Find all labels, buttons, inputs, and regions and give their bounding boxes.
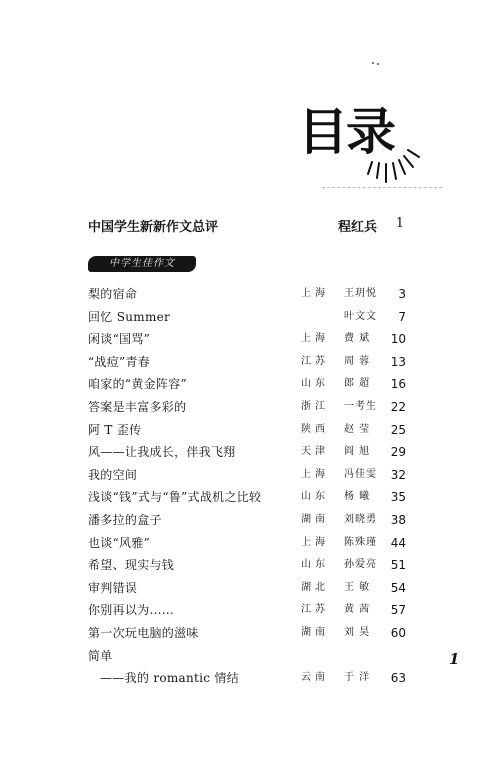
scan-speck <box>372 62 374 64</box>
toc-entry-page: 3 <box>398 287 406 301</box>
toc-entry-region: 湖南 <box>301 626 329 638</box>
toc-entry <box>88 486 406 509</box>
toc-entry-region: 湖北 <box>301 581 329 593</box>
toc-entry-author: 郎 超 <box>344 378 371 390</box>
toc-entry-author: 陈殊瑾 <box>344 536 377 548</box>
toc-entry-page: 7 <box>398 309 406 324</box>
toc-entry-title: 你别再以为…… <box>88 603 175 618</box>
toc-entry-author: 费 斌 <box>344 333 371 345</box>
toc-entry-region: 上海 <box>301 536 329 548</box>
toc-entry-author: 王 敏 <box>344 581 371 593</box>
toc-entry-author: 叶文文 <box>344 310 377 322</box>
page-title: 目录 <box>298 103 394 161</box>
toc-entry-title: 风——让我成长，伴我飞翔 <box>88 445 236 460</box>
toc-entry <box>88 351 406 374</box>
toc-entry-title: 阿 T 歪传 <box>88 422 142 437</box>
section-badge: 中学生佳作文 <box>88 256 196 272</box>
toc-entry-page: 13 <box>390 354 406 369</box>
toc-entry-title: ——我的 romantic 情结 <box>100 671 240 686</box>
toc-entry-title: 闲谈“国骂” <box>88 332 151 347</box>
toc-entry-author: 赵 莹 <box>344 423 371 435</box>
toc-entry-title: 答案是丰富多彩的 <box>88 399 187 414</box>
toc-entry-page: 10 <box>390 332 406 347</box>
toc-entry-region: 湖南 <box>301 513 329 525</box>
toc-entry-author: 王玥悦 <box>344 288 377 299</box>
toc-entry <box>88 577 406 600</box>
toc-entry-title: “战痘”青春 <box>88 354 151 369</box>
toc-entry-region: 江苏 <box>301 355 329 367</box>
toc-entry-author: 刘 昊 <box>344 626 371 638</box>
toc-entry-page: 22 <box>390 399 406 414</box>
toc-entry <box>88 419 406 442</box>
toc-entry-page: 35 <box>390 490 406 505</box>
sunburst-rays-icon <box>298 102 438 194</box>
lead-entry-author: 程红兵 <box>338 220 378 235</box>
toc-entry-page: 16 <box>390 377 406 392</box>
toc-entry-region: 山东 <box>301 491 329 503</box>
toc-entry-region: 陕西 <box>301 423 329 435</box>
toc-entry-region: 天津 <box>301 446 329 458</box>
title-block <box>298 102 438 194</box>
toc-entry <box>88 599 406 622</box>
toc-entry <box>88 554 406 577</box>
toc-entry-title: 希望、现实与钱 <box>88 558 175 573</box>
toc-list <box>88 283 406 690</box>
toc-entry-title: 回忆 Summer <box>88 309 171 324</box>
toc-entry-subtitle <box>88 667 406 690</box>
toc-entry-title: 也谈“风雅” <box>88 535 151 550</box>
toc-entry-region: 云南 <box>301 672 329 684</box>
toc-entry-title: 第一次玩电脑的滋味 <box>88 625 199 640</box>
decorative-rule <box>322 187 442 188</box>
toc-entry-author: 阎 旭 <box>344 446 371 458</box>
toc-entry-page: 38 <box>390 512 406 527</box>
toc-entry-page: 29 <box>390 445 406 460</box>
toc-entry-region: 江苏 <box>301 604 329 616</box>
toc-entry-page: 63 <box>390 671 406 686</box>
lead-entry-title: 中国学生新新作文总评 <box>88 220 219 235</box>
scan-speck <box>377 63 379 65</box>
toc-entry-page: 60 <box>390 625 406 640</box>
toc-entry-author: 孙爱亮 <box>344 559 377 571</box>
toc-entry-title: 梨的宿命 <box>88 287 138 301</box>
toc-entry-region: 浙江 <box>301 400 329 412</box>
toc-entry-page: 51 <box>390 558 406 573</box>
toc-entry-region: 上海 <box>301 468 329 480</box>
toc-entry-title: 浅谈“钱”式与“鲁”式战机之比较 <box>88 490 262 505</box>
lead-entry-page: 1 <box>395 216 404 231</box>
toc-entry-region: 山东 <box>301 559 329 571</box>
lead-entry <box>88 216 404 236</box>
toc-entry-title: 简单 <box>88 648 113 663</box>
toc-entry <box>88 328 406 351</box>
toc-entry-page: 25 <box>390 422 406 437</box>
toc-entry-page: 32 <box>390 467 406 482</box>
toc-entry-title: 潘多拉的盒子 <box>88 512 162 527</box>
toc-entry <box>88 441 406 464</box>
toc-entry-region: 上海 <box>301 333 329 345</box>
toc-entry <box>88 396 406 419</box>
toc-entry-region: 上海 <box>301 288 329 299</box>
toc-entry <box>88 373 406 396</box>
toc-entry-region: 山东 <box>301 378 329 390</box>
toc-entry-author: 周 蓉 <box>344 355 371 367</box>
toc-entry-author: 黄 茜 <box>344 604 371 616</box>
toc-entry <box>88 532 406 555</box>
toc-entry <box>88 283 406 306</box>
page-number: 1 <box>449 650 460 668</box>
toc-entry-page: 54 <box>390 580 406 595</box>
toc-entry <box>88 509 406 532</box>
toc-entry <box>88 645 406 668</box>
toc-entry <box>88 306 406 329</box>
toc-entry-title: 我的空间 <box>88 467 138 482</box>
toc-entry-author: 冯佳雯 <box>344 468 377 480</box>
toc-entry-page: 57 <box>390 603 406 618</box>
toc-entry-title: 咱家的“黄金阵容” <box>88 377 187 392</box>
toc-entry-author: 于 洋 <box>344 672 371 684</box>
toc-entry <box>88 622 406 645</box>
toc-entry-author: 刘晓勇 <box>344 513 377 525</box>
toc-entry <box>88 464 406 487</box>
toc-entry-author: 一考生 <box>344 400 377 412</box>
toc-entry-author: 杨 曦 <box>344 491 371 503</box>
toc-entry-page: 44 <box>390 535 406 550</box>
toc-entry-title: 审判错误 <box>88 580 138 595</box>
